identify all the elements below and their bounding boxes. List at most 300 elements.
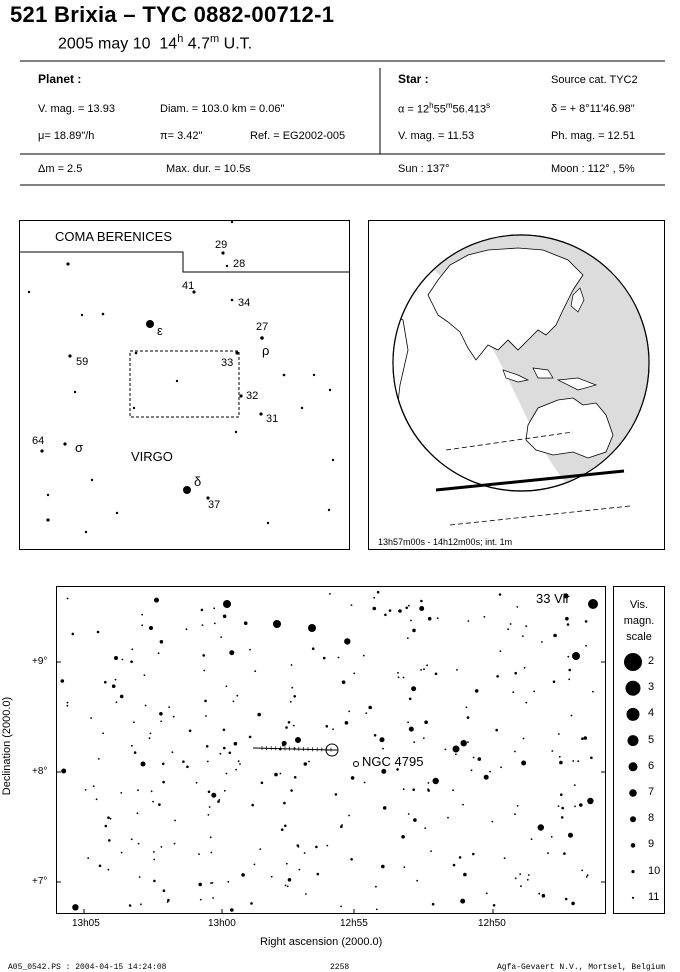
star-ra <box>398 101 490 116</box>
field-star <box>282 744 285 747</box>
field-star <box>150 733 152 735</box>
finder-star <box>328 509 330 511</box>
finder-star <box>231 221 233 223</box>
moon-info: Moon : 112° , 5% <box>551 163 635 175</box>
field-star <box>560 793 563 796</box>
earth-globe <box>368 220 665 550</box>
finder-label-rho: ρ <box>262 343 270 358</box>
field-star <box>455 754 457 756</box>
field-star <box>567 623 570 626</box>
field-star <box>182 760 185 763</box>
field-star <box>584 736 588 740</box>
field-star <box>209 806 211 808</box>
finder-label-sigma: σ <box>75 440 84 455</box>
corner-star-label: 33 Vir <box>536 591 570 606</box>
field-star <box>210 836 212 838</box>
field-star <box>427 789 430 792</box>
field-star <box>423 668 425 670</box>
finder-star <box>102 313 105 316</box>
field-star <box>522 635 524 637</box>
finder-star <box>183 486 191 494</box>
field-star <box>249 736 252 739</box>
scale-label-mag-4: 4 <box>648 707 655 720</box>
field-star <box>110 818 112 820</box>
field-star <box>304 852 306 854</box>
field-star <box>430 850 432 852</box>
bright-star <box>453 746 460 753</box>
field-star <box>141 624 143 626</box>
field-star <box>293 725 295 727</box>
field-star <box>472 853 475 856</box>
info-table-lines <box>0 0 680 190</box>
field-star <box>207 761 209 763</box>
field-star <box>140 903 142 905</box>
field-star <box>234 742 238 746</box>
field-star <box>542 894 546 898</box>
field-star <box>203 670 205 672</box>
field-star <box>329 593 331 595</box>
scale-title-3: scale <box>626 631 652 643</box>
field-star <box>461 740 467 746</box>
dec-tick-7: +7° <box>32 876 48 887</box>
field-star <box>581 870 583 872</box>
field-star <box>585 645 587 647</box>
field-star <box>162 781 165 784</box>
field-star <box>558 733 560 735</box>
field-star <box>348 711 350 713</box>
field-star <box>229 650 234 655</box>
scale-title-1: Vis. <box>629 599 649 611</box>
field-star <box>198 883 202 887</box>
field-star <box>137 789 139 791</box>
finder-star <box>239 394 242 397</box>
field-star <box>172 751 174 753</box>
field-star <box>67 705 69 707</box>
finder-star <box>68 354 71 357</box>
field-star <box>533 691 535 693</box>
field-star <box>496 675 499 678</box>
scale-dot-mag-7 <box>629 789 637 797</box>
field-star <box>413 818 417 822</box>
field-star <box>428 782 430 784</box>
field-star <box>208 814 210 816</box>
field-star <box>563 852 566 855</box>
field-star <box>144 674 146 676</box>
finder-star <box>329 389 331 391</box>
field-star <box>93 785 95 787</box>
field-star <box>250 902 253 905</box>
field-star <box>381 865 385 869</box>
field-star <box>348 815 350 817</box>
field-star <box>590 757 593 760</box>
scale-dot-mag-4 <box>627 708 640 721</box>
field-star <box>567 656 569 658</box>
field-star <box>116 701 118 703</box>
field-star <box>158 652 160 654</box>
field-star <box>514 813 516 815</box>
field-star <box>281 828 284 831</box>
field-star <box>551 750 553 752</box>
field-star <box>220 636 222 638</box>
field-star <box>581 737 584 740</box>
field-star <box>299 869 301 871</box>
field-star <box>139 876 141 878</box>
field-star <box>131 745 133 747</box>
field-star <box>326 725 329 728</box>
field-star <box>224 790 226 792</box>
field-star <box>398 609 402 613</box>
field-star <box>363 655 365 657</box>
scale-label-mag-9: 9 <box>648 838 655 851</box>
field-star <box>398 676 400 678</box>
field-star <box>105 825 108 828</box>
field-star <box>491 821 493 823</box>
asteroid-path <box>253 748 332 750</box>
field-star <box>85 789 87 791</box>
field-star <box>213 607 215 609</box>
field-star <box>212 882 214 884</box>
bright-star <box>308 624 316 632</box>
field-star <box>423 737 425 739</box>
field-star <box>517 805 519 807</box>
field-star <box>381 769 386 774</box>
field-star <box>121 852 123 854</box>
field-star <box>466 706 468 708</box>
scale-label-mag-11: 11 <box>648 890 660 903</box>
field-star <box>305 893 307 895</box>
field-star <box>351 776 355 780</box>
field-star <box>137 812 139 814</box>
field-star <box>254 864 256 866</box>
x-axis-label: Right ascension (2000.0) <box>260 936 383 948</box>
field-star <box>108 839 111 842</box>
field-star <box>141 614 143 616</box>
field-star <box>205 715 207 717</box>
finder-star <box>146 320 154 328</box>
field-star <box>531 838 533 840</box>
dec-tick-9: +9° <box>32 656 48 667</box>
field-star <box>151 790 153 792</box>
field-star <box>196 782 198 784</box>
field-star <box>223 615 227 619</box>
star-ra-sec: 56.413 <box>452 103 487 116</box>
field-star <box>489 771 491 773</box>
field-star <box>514 672 517 675</box>
field-star <box>500 650 502 652</box>
finder-star <box>66 262 69 265</box>
field-star <box>291 664 293 666</box>
field-star <box>345 721 349 725</box>
field-star <box>409 727 414 732</box>
field-star <box>579 803 583 807</box>
finder-star <box>74 391 76 393</box>
scale-label-mag-3: 3 <box>648 681 655 694</box>
field-star <box>261 782 264 785</box>
planet-vmag: V. mag. = 13.93 <box>38 103 115 115</box>
finder-star <box>221 251 224 254</box>
field-star <box>154 598 159 603</box>
star-chart <box>56 586 606 914</box>
star-dec: δ = + 8°11'46.98" <box>551 103 635 115</box>
field-star <box>428 617 432 621</box>
field-star <box>574 806 576 808</box>
finder-star <box>313 374 315 376</box>
field-star <box>565 617 569 621</box>
field-star <box>424 720 428 724</box>
constellation-virgo: VIRGO <box>131 449 173 464</box>
field-star <box>353 673 355 675</box>
finder-star <box>28 291 30 293</box>
finder-label-epsilon: ε <box>157 323 163 338</box>
field-star <box>407 637 409 639</box>
scale-dot-mag-10 <box>631 870 634 873</box>
field-star <box>521 761 526 766</box>
finder-star <box>116 512 118 514</box>
globe-caption: 13h57m00s - 14h12m00s; int. 1m <box>378 537 513 547</box>
field-star <box>61 679 65 683</box>
star-ra-s: s <box>486 101 491 110</box>
field-star <box>173 716 175 718</box>
field-star <box>189 730 192 733</box>
field-star <box>541 641 543 643</box>
sun-elongation: Sun : 137° <box>398 163 450 175</box>
field-star <box>120 792 122 794</box>
field-star <box>407 721 409 723</box>
field-star <box>447 817 449 819</box>
field-star <box>364 782 366 784</box>
field-star <box>160 640 164 644</box>
field-star <box>201 609 204 612</box>
field-star <box>383 806 387 810</box>
field-star <box>97 631 100 634</box>
scale-dot-mag-9 <box>631 843 636 848</box>
field-star <box>471 769 473 771</box>
field-star <box>163 889 166 892</box>
field-star <box>326 845 328 847</box>
field-star <box>342 680 346 684</box>
dec-tick-8: +8° <box>32 766 48 777</box>
constellation-coma: COMA BERENICES <box>55 229 173 244</box>
planet-reference: Ref. = EG2002-005 <box>250 130 346 142</box>
field-star <box>214 623 216 625</box>
finder-label-41: 41 <box>182 280 195 292</box>
field-star <box>158 803 161 806</box>
field-star <box>291 687 293 689</box>
scale-label-mag-6: 6 <box>648 759 655 772</box>
field-star <box>351 604 353 606</box>
ra-tick-1305: 13h05 <box>72 918 100 929</box>
field-star <box>528 874 530 876</box>
field-star <box>380 737 385 742</box>
field-star <box>131 648 133 650</box>
star-ra-prefix: α = 12 <box>398 103 430 116</box>
field-star <box>210 852 212 854</box>
field-star <box>340 906 342 908</box>
finder-star <box>85 531 87 533</box>
field-star <box>411 686 416 691</box>
field-star <box>344 638 350 644</box>
field-star <box>290 701 292 703</box>
field-star <box>229 752 232 755</box>
field-star <box>547 852 549 854</box>
finder-chart <box>19 220 350 550</box>
field-star <box>285 726 288 729</box>
field-star <box>515 877 517 879</box>
field-star <box>145 705 147 707</box>
bright-star <box>114 656 118 660</box>
field-star <box>161 846 163 848</box>
finder-label-delta: δ <box>194 474 202 489</box>
field-star <box>523 738 525 740</box>
field-star <box>510 623 512 625</box>
field-star <box>350 858 353 861</box>
field-star <box>527 879 529 881</box>
field-star <box>312 647 315 650</box>
field-star <box>212 897 214 899</box>
scale-label-mag-2: 2 <box>648 655 655 667</box>
axis-ticks <box>56 662 606 914</box>
field-star <box>129 904 132 907</box>
star-vmag: V. mag. = 11.53 <box>398 130 475 142</box>
field-star <box>283 802 286 805</box>
field-star <box>338 657 340 659</box>
ngc-label: NGC 4795 <box>362 754 424 769</box>
planet-diam: Diam. = 103.0 km = 0.06" <box>160 103 285 115</box>
field-star <box>413 741 415 743</box>
field-star <box>96 798 98 800</box>
planet-parallax: π= 3.42" <box>160 130 203 142</box>
field-star <box>288 878 292 882</box>
chart-stars <box>61 591 599 912</box>
field-star <box>403 788 405 790</box>
footer-number: 2258 <box>330 963 350 972</box>
field-star <box>323 657 326 660</box>
max-duration: Max. dur. = 10.5s <box>166 163 251 175</box>
finder-star <box>91 479 93 481</box>
ngc-4795-marker <box>354 762 359 767</box>
field-star <box>409 698 412 701</box>
ra-tick-1250: 12h50 <box>478 918 506 929</box>
field-star <box>287 886 289 888</box>
field-star <box>368 706 372 710</box>
field-star <box>408 813 410 815</box>
finder-label-29: 29 <box>215 239 228 251</box>
field-star <box>236 695 238 697</box>
field-star <box>288 721 291 724</box>
field-star <box>335 793 338 796</box>
bright-star <box>149 626 153 630</box>
field-star <box>426 664 428 666</box>
field-star <box>403 866 405 868</box>
field-star <box>559 756 561 758</box>
field-star <box>420 669 422 671</box>
field-star <box>99 865 102 868</box>
finder-star <box>46 518 49 521</box>
field-star <box>211 793 216 798</box>
field-star <box>592 691 594 693</box>
field-star <box>405 607 408 610</box>
field-star <box>217 800 220 803</box>
field-star <box>520 885 522 887</box>
field-star <box>186 628 188 630</box>
field-star <box>167 901 169 903</box>
field-star <box>572 760 574 762</box>
finder-star <box>63 442 66 445</box>
field-star <box>90 717 92 719</box>
field-star <box>435 673 438 676</box>
field-star <box>174 820 176 822</box>
field-star <box>403 677 405 679</box>
field-star <box>198 853 200 855</box>
field-star <box>432 903 435 906</box>
field-star <box>553 680 556 683</box>
scale-label-mag-5: 5 <box>648 733 655 746</box>
field-star <box>587 874 589 876</box>
page-title: 521 Brixia – TYC 0882-00712-1 <box>10 2 335 27</box>
finder-star <box>226 265 228 267</box>
field-star <box>401 835 405 839</box>
star-ra-min: 55 <box>433 103 446 116</box>
field-star <box>571 902 575 906</box>
field-star <box>202 624 204 626</box>
field-star <box>437 617 439 619</box>
field-star <box>285 885 287 887</box>
field-star <box>159 712 163 716</box>
event-date: 2005 may 10 <box>58 35 151 53</box>
star-ra-m: m <box>445 101 453 110</box>
finder-label-31: 31 <box>266 413 279 425</box>
field-star <box>315 846 318 849</box>
hours-unit: h <box>177 33 184 45</box>
field-star <box>499 593 502 596</box>
scale-label-mag-8: 8 <box>648 812 655 825</box>
finder-label-32: 32 <box>246 390 259 402</box>
finder-star <box>260 336 264 340</box>
field-star <box>475 689 479 693</box>
time-suffix: U.T. <box>223 35 253 53</box>
finder-label-64: 64 <box>32 435 45 447</box>
field-star <box>551 836 553 838</box>
field-star <box>473 757 475 759</box>
field-star <box>519 873 521 875</box>
field-star <box>332 728 334 730</box>
finder-label-34: 34 <box>238 297 251 309</box>
field-star <box>493 904 496 907</box>
field-star <box>238 760 240 762</box>
field-star <box>61 769 66 774</box>
footer-credit: Agfa-Gevaert N.V., Mortsel, Belgium <box>497 963 666 972</box>
planet-heading: Planet : <box>38 72 82 86</box>
field-star <box>495 729 498 732</box>
field-star <box>525 625 527 627</box>
field-star <box>568 678 570 680</box>
field-star <box>174 843 176 845</box>
field-star <box>507 628 509 630</box>
field-star <box>153 880 156 883</box>
finder-star <box>81 314 83 316</box>
field-star <box>204 700 207 703</box>
finder-star <box>135 352 138 355</box>
field-star <box>558 805 560 807</box>
field-star <box>586 876 588 878</box>
bright-star <box>223 600 231 608</box>
field-star <box>568 833 573 838</box>
star-heading: Star : <box>398 72 429 86</box>
field-star <box>120 695 124 699</box>
field-star <box>512 691 514 693</box>
field-star <box>410 620 412 622</box>
field-star <box>568 669 571 672</box>
